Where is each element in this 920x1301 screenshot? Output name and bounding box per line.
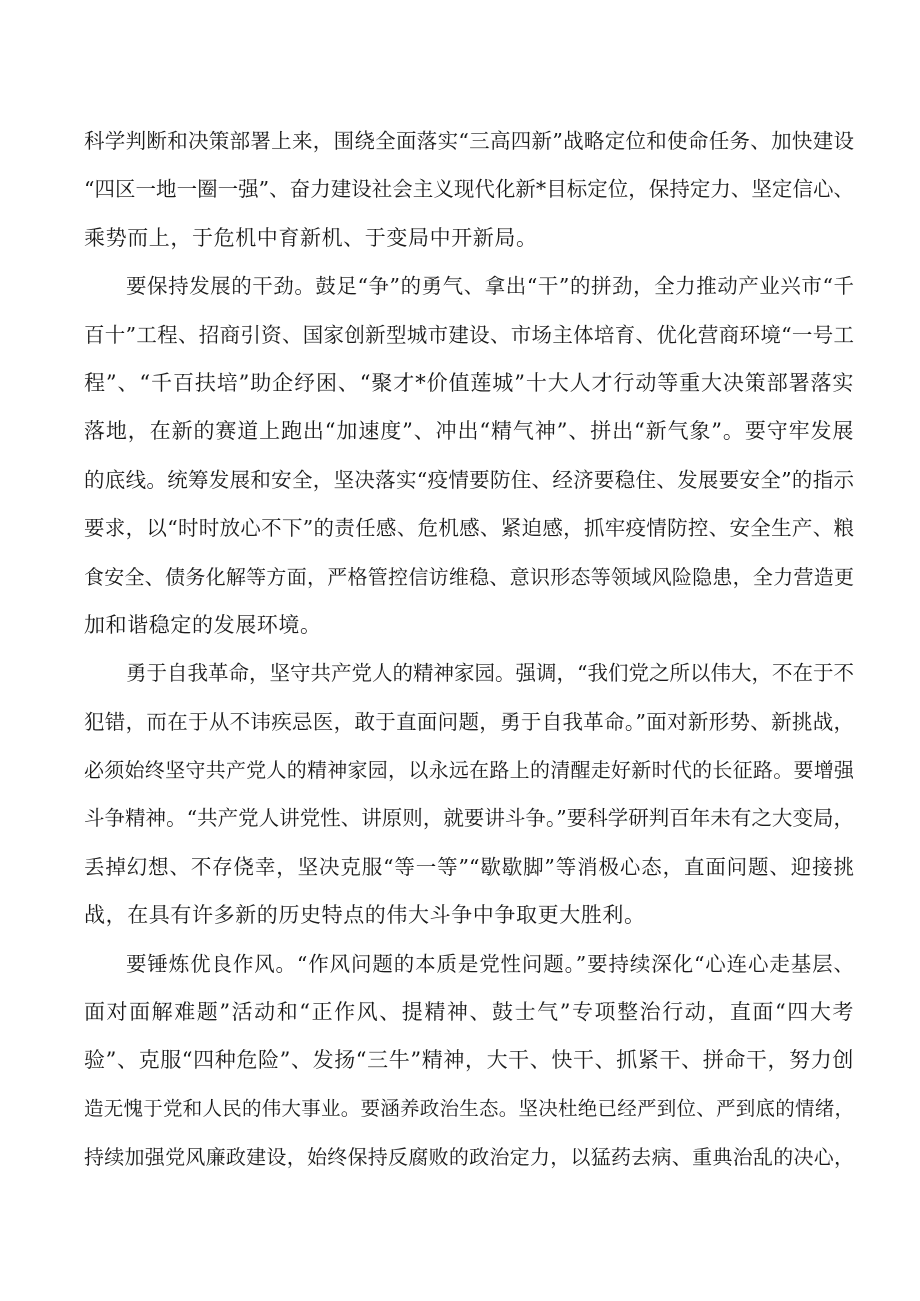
text-line: 造无愧于党和人民的伟大事业。要涵养政治生态。坚决杜绝已经严到位、严到底的情绪， <box>84 1096 854 1120</box>
paragraph-4 <box>84 940 854 1182</box>
paragraph-1 <box>84 117 854 262</box>
text-line: 勇于自我革命，坚守共产党人的精神家园。强调，“我们党之所以伟大，不在于不 <box>126 661 854 686</box>
text-line: 程”、“千百扶培”助企纾困、“聚才*价值莲城”十大人才行动等重大决策部署落实 <box>84 370 854 395</box>
text-line: 的底线。统筹发展和安全，坚决落实“疫情要防住、经济要稳住、发展要安全”的指示 <box>84 467 854 492</box>
text-line: 落地，在新的赛道上跑出“加速度”、冲出“精气神”、拼出“新气象”。要守牢发展 <box>84 419 854 444</box>
text-line: 持续加强党风廉政建设，始终保持反腐败的政治定力，以猛药去病、重典治乱的决心， <box>84 1145 854 1170</box>
text-line: 要保持发展的干劲。鼓足“争”的勇气、拿出“干”的拼劲，全力推动产业兴市“千 <box>126 274 854 299</box>
text-line: 食安全、债务化解等方面，严格管控信访维稳、意识形态等领域风险隐患，全力营造更 <box>84 564 854 589</box>
text-line: 科学判断和决策部署上来，围绕全面落实“三高四新”战略定位和使命任务、加快建设 <box>84 129 854 153</box>
text-line: 百十”工程、招商引资、国家创新型城市建设、市场主体培育、优化营商环境“一号工 <box>84 322 854 347</box>
text-line: 加和谐稳定的发展环境。 <box>84 612 322 637</box>
text-line: 面对面解难题”活动和“正作风、提精神、鼓士气”专项整治行动，直面“四大考 <box>84 1000 854 1025</box>
text-line: 战，在具有许多新的历史特点的伟大斗争中争取更大胜利。 <box>84 903 646 928</box>
text-line: 验”、克服“四种危险”、发扬“三牛”精神，大干、快干、抓紧干、拼命干，努力创 <box>84 1048 854 1073</box>
paragraph-2 <box>84 262 854 649</box>
text-line: 要锤炼优良作风。“作风问题的本质是党性问题。”要持续深化“心连心走基层、 <box>126 951 854 976</box>
document-body <box>84 117 854 1182</box>
text-line: 要求，以“时时放心不下”的责任感、危机感、紧迫感，抓牢疫情防控、安全生产、粮 <box>84 516 854 541</box>
text-line: “四区一地一圈一强”、奋力建设社会主义现代化新*目标定位，保持定力、坚定信心、 <box>84 177 854 202</box>
paragraph-3 <box>84 649 854 939</box>
text-line: 乘势而上，于危机中育新机、于变局中开新局。 <box>84 225 538 250</box>
text-line: 必须始终坚守共产党人的精神家园，以永远在路上的清醒走好新时代的长征路。要增强 <box>84 758 854 783</box>
text-line: 丢掉幻想、不存侥幸，坚决克服“等一等”“歇歇脚”等消极心态，直面问题、迎接挑 <box>84 854 854 879</box>
text-line: 斗争精神。“共产党人讲党性、讲原则，就要讲斗争。”要科学研判百年未有之大变局， <box>84 806 854 831</box>
text-line: 犯错，而在于从不讳疾忌医，敢于直面问题，勇于自我革命。”面对新形势、新挑战， <box>84 709 854 734</box>
